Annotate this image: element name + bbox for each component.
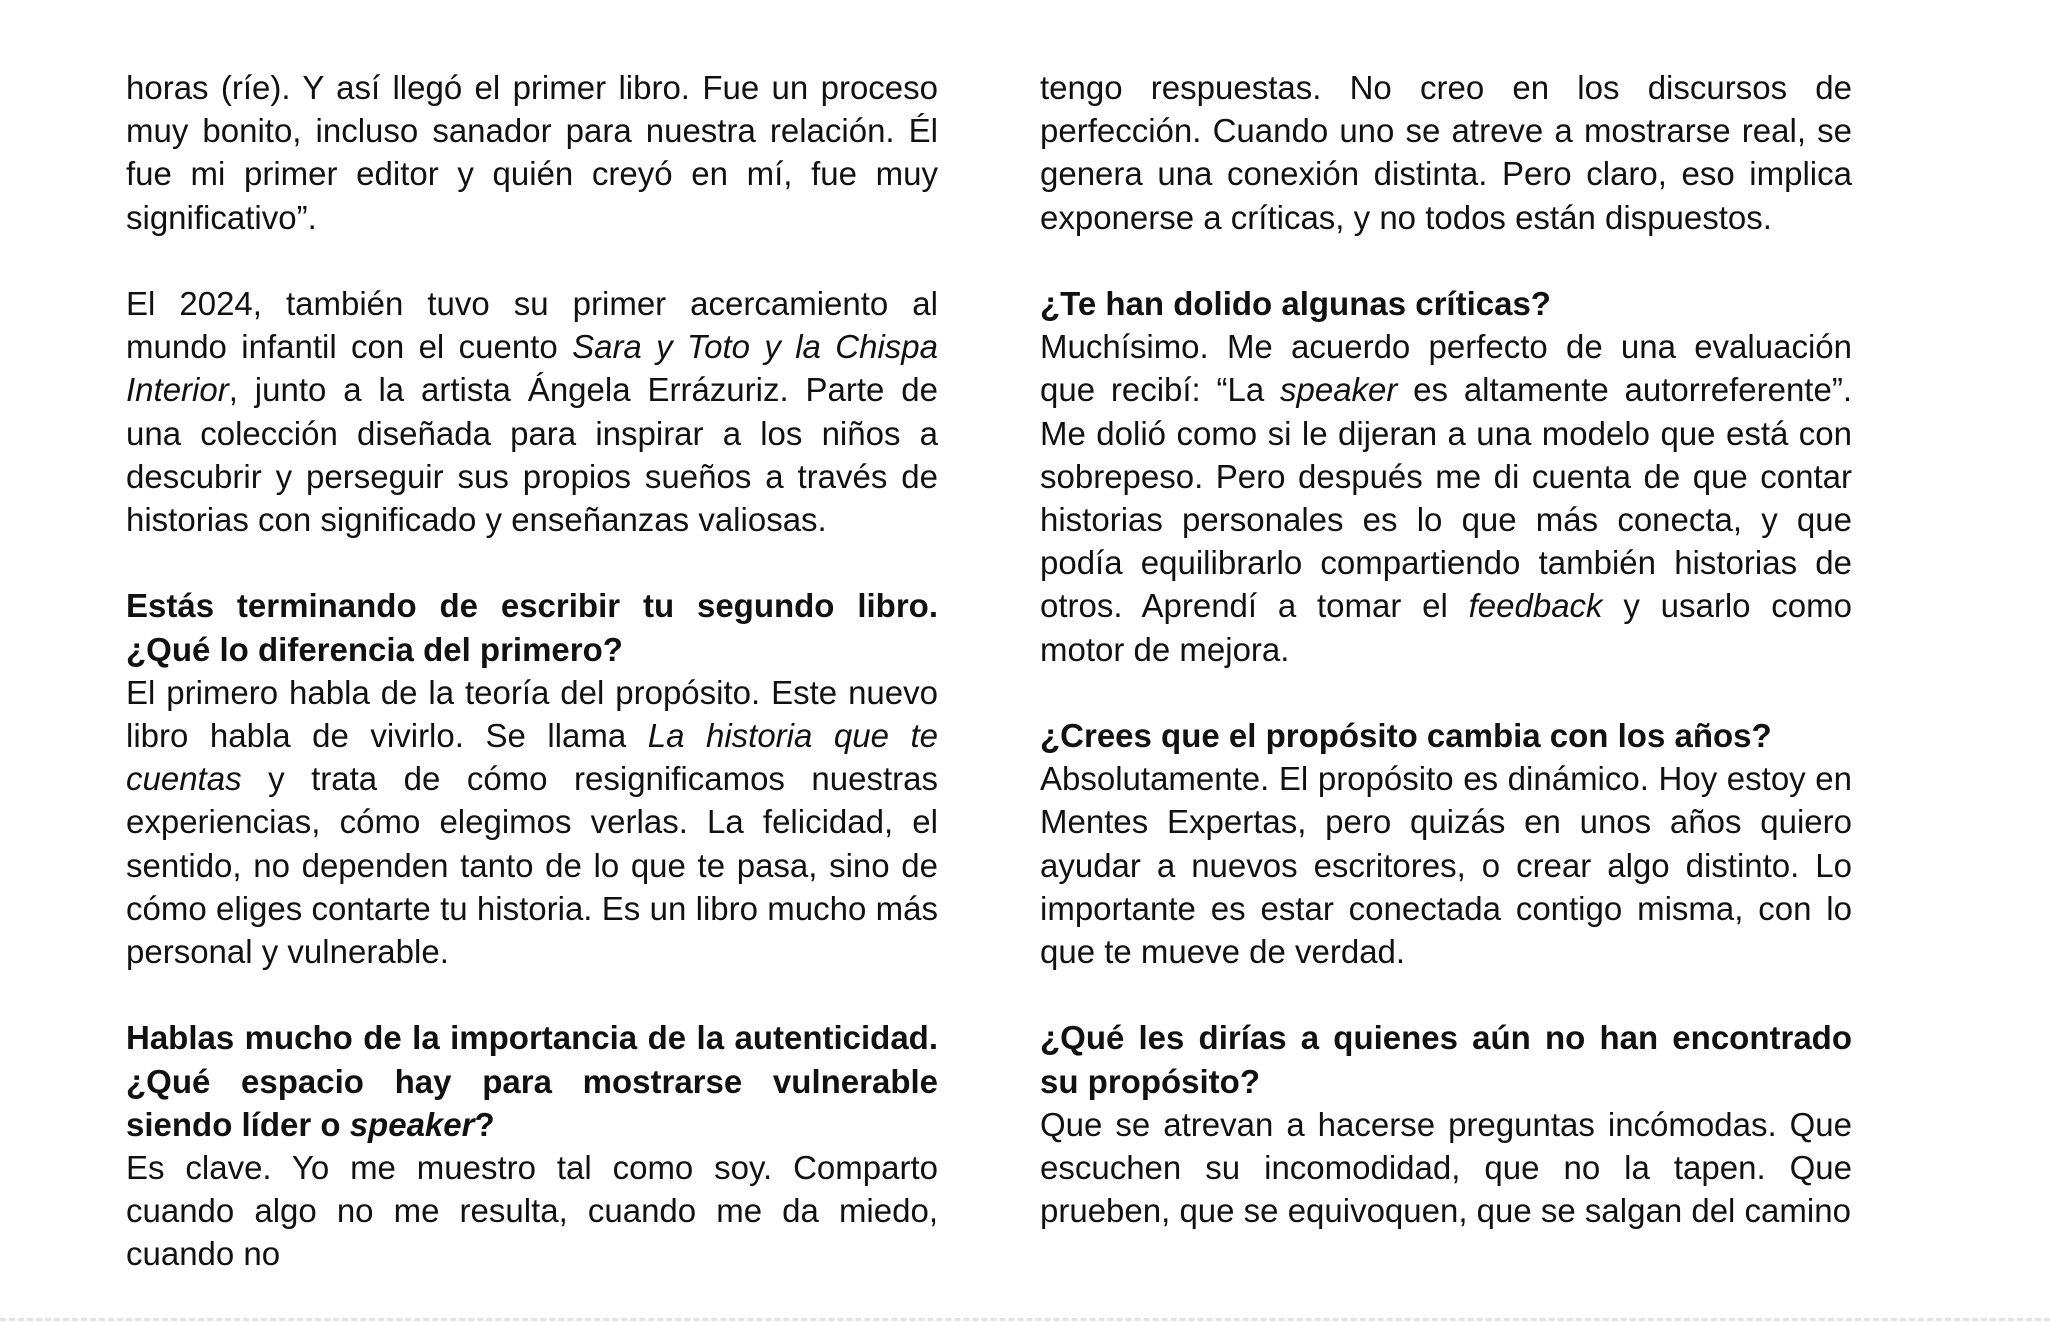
- interview-answer: Es clave. Yo me muestro tal como soy. Comparto cuando algo no me resulta, cuando me da miedo, cuando no: [126, 1149, 938, 1273]
- paragraph: tengo respuestas. No creo en los discursos de perfección. Cuando uno se atreve a mostrarse real, se genera una conexión distinta. Pero claro, eso implica exponerse a críticas, y no todos están dispuestos.: [1040, 69, 1852, 236]
- interview-question: ¿Qué les dirías a quienes aún no han encontrado su propósito?: [1040, 1019, 1852, 1100]
- page-bottom-divider: [0, 1318, 2050, 1321]
- book-title: La historia que te cuentas: [126, 717, 939, 798]
- paragraph: horas (ríe). Y así llegó el primer libro. Fue un proceso muy bonito, incluso sanador para nuestra relación. Él fue mi primer editor y quién creyó en mí, fue muy significativo”.: [126, 69, 938, 236]
- emphasis: feedback: [1468, 587, 1603, 625]
- interview-answer: El primero habla de la teoría del propósito. Este nuevo libro habla de vivirlo. Se llama La historia que te cuentas y trata de cómo resignificamos nuestras experiencias, cómo elegimos verlas. La felicidad, el sentido, no dependen tanto de lo que te pasa, sino de cómo eliges contarte tu historia. Es un libro mucho más personal y vulnerable.: [126, 673, 939, 971]
- interview-answer: Absolutamente. El propósito es dinámico. Hoy estoy en Mentes Expertas, pero quizás en unos años quiero ayudar a nuevos escritores, o crear algo distinto. Lo importante es estar conectada contigo misma, con lo que te mueve de verdad.: [1040, 760, 1852, 971]
- interview-answer: Muchísimo. Me acuerdo perfecto de una evaluación que recibí: “La speaker es altamente autorreferente”. Me dolió como si le dijeran a una modelo que está con sobrepeso. Pero después me di cuenta de que contar historias personales es lo que más conecta, y que podía equilibrarlo compartiendo también historias de otros. Aprendí a tomar el feedback y usarlo como motor de mejora.: [1040, 328, 1852, 668]
- emphasis: speaker: [1279, 371, 1398, 409]
- right-column: [1040, 66, 1852, 1232]
- interview-answer: Que se atrevan a hacerse preguntas incómodas. Que escuchen su incomodidad, que no la tapen. Que prueben, que se equivoquen, que se salgan del camino: [1040, 1105, 1852, 1230]
- left-column: [126, 66, 938, 1276]
- paragraph-gap: [1040, 239, 1852, 282]
- paragraph-gap: [126, 541, 938, 584]
- interview-question: Hablas mucho de la importancia de la autenticidad. ¿Qué espacio hay para mostrarse vulnerable siendo líder o speaker?: [126, 1019, 938, 1143]
- interview-question: Estás terminando de escribir tu segundo libro. ¿Qué lo diferencia del primero?: [126, 587, 938, 668]
- paragraph-gap: [126, 973, 938, 1016]
- emphasis: speaker: [349, 1105, 475, 1143]
- paragraph: El 2024, también tuvo su primer acercamiento al mundo infantil con el cuento Sara y Toto y la Chispa Interior, junto a la artista Ángela Errázuriz. Parte de una colección diseñada para inspirar a los niños a descubrir y perseguir sus propios sueños a través de historias con significado y enseñanzas valiosas.: [126, 285, 938, 539]
- paragraph-gap: [1040, 671, 1852, 714]
- paragraph-gap: [126, 239, 938, 282]
- book-title: Sara y Toto y la Chispa Interior: [126, 328, 938, 409]
- interview-question: ¿Te han dolido algunas críticas?: [1040, 285, 1551, 322]
- interview-question: ¿Crees que el propósito cambia con los años?: [1040, 717, 1772, 755]
- paragraph-gap: [1040, 973, 1852, 1016]
